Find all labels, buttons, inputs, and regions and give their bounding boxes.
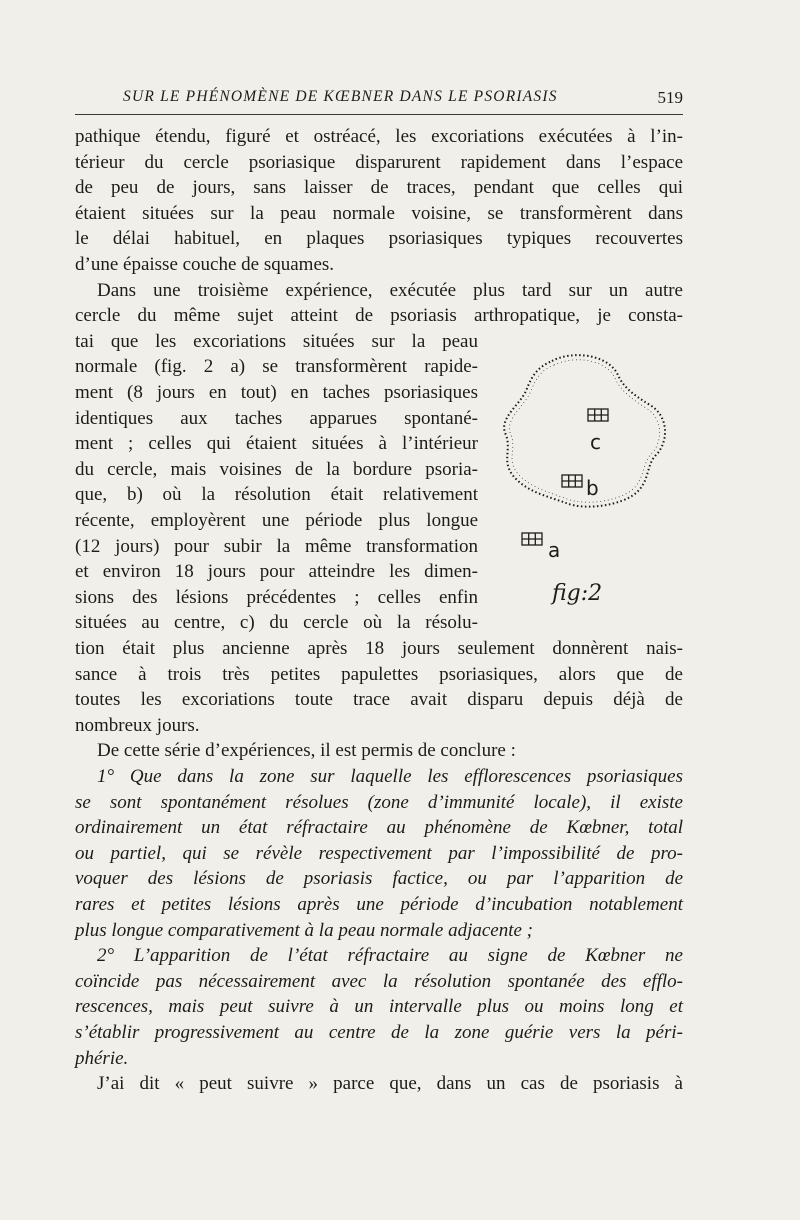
text-line: tion était plus ancienne après 18 jours seulement donnèrent nais- — [75, 638, 683, 659]
figure-label-a: a — [548, 538, 561, 562]
header-rule — [75, 114, 683, 115]
text-line: sance à trois très petites papulettes psoriasiques, alors que de — [75, 664, 683, 685]
figure-2 — [490, 343, 680, 613]
text-line: (12 jours) pour subir la même transformation — [75, 536, 478, 557]
figure-label-b: b — [586, 476, 599, 500]
page-header — [75, 88, 683, 110]
text-line: voquer des lésions de psoriasis factice, ou par l’apparition de — [75, 868, 683, 889]
text-line: situées au centre, c) du cercle où la résolu- — [75, 612, 478, 633]
figure-2-drawing — [490, 343, 680, 613]
text-line: et environ 18 jours pour atteindre les dimen- — [75, 561, 478, 582]
psoriasis-circle-outline — [509, 360, 659, 502]
text-line: se sont spontanément résolues (zone d’immunité locale), il existe — [75, 792, 683, 813]
text-line: normale (fig. 2 a) se transformèrent rapide- — [75, 356, 478, 377]
text-line: sions des lésions précédentes ; celles enfin — [75, 587, 478, 608]
text-line: cercle du même sujet atteint de psoriasis arthropatique, je consta- — [75, 305, 683, 326]
psoriasis-circle — [504, 355, 665, 507]
text-line: ment (8 jours en tout) en taches psoriasiques — [75, 382, 478, 403]
excoriation-mark-b — [562, 475, 582, 487]
text-line: d’une épaisse couche de squames. — [75, 254, 335, 275]
excoriation-mark-a — [522, 533, 542, 545]
text-line: térieur du cercle psoriasique disparurent rapidement dans l’espace — [75, 152, 683, 173]
text-line: phérie. — [75, 1048, 129, 1069]
text-line: ou partiel, qui se révèle respectivement par l’impossibilité de pro- — [75, 843, 683, 864]
text-line: le délai habituel, en plaques psoriasiques typiques recouvertes — [75, 228, 683, 249]
text-line: plus longue comparativement à la peau normale adjacente ; — [75, 920, 534, 941]
figure-caption: fig:2 — [552, 581, 603, 606]
text-line: du cercle, mais voisines de la bordure psoria- — [75, 459, 478, 480]
text-line: s’établir progressivement au centre de la zone guérie vers la péri- — [75, 1022, 683, 1043]
text-line: de peu de jours, sans laisser de traces, pendant que celles qui — [75, 177, 683, 198]
excoriation-mark-c-area — [588, 409, 608, 421]
text-line: Dans une troisième expérience, exécutée plus tard sur un autre — [97, 280, 683, 301]
text-line: rares et petites lésions après une période d’incubation notablement — [75, 894, 683, 915]
text-line: De cette série d’expériences, il est permis de conclure : — [97, 740, 516, 761]
figure-label-c: c — [590, 430, 601, 454]
text-line: identiques aux taches apparues spontané- — [75, 408, 478, 429]
text-line: ordinairement un état réfractaire au phénomène de Kœbner, total — [75, 817, 683, 838]
text-line: que, b) où la résolution était relativement — [75, 484, 478, 505]
text-line: toutes les excoriations toute trace avait disparu depuis déjà de — [75, 689, 683, 710]
page-number: 519 — [657, 88, 683, 107]
text-line: J’ai dit « peut suivre » parce que, dans un cas de psoriasis à — [97, 1073, 683, 1094]
text-line: étaient situées sur la peau normale voisine, se transformèrent dans — [75, 203, 683, 224]
text-line: nombreux jours. — [75, 715, 200, 736]
running-title: SUR LE PHÉNOMÈNE DE KŒBNER DANS LE PSORIASIS — [123, 88, 558, 105]
text-line: 1° Que dans la zone sur laquelle les efflorescences psoriasiques — [97, 766, 683, 787]
text-line: coïncide pas nécessairement avec la résolution spontanée des efflo- — [75, 971, 683, 992]
text-line: rescences, mais peut suivre à un intervalle plus ou moins long et — [75, 996, 683, 1017]
text-line: pathique étendu, figuré et ostréacé, les excoriations exécutées à l’in- — [75, 126, 683, 147]
text-line: ment ; celles qui étaient situées à l’intérieur — [75, 433, 478, 454]
text-line: tai que les excoriations situées sur la peau — [75, 331, 478, 352]
text-line: 2° L’apparition de l’état réfractaire au signe de Kœbner ne — [97, 945, 683, 966]
text-line: récente, employèrent une période plus longue — [75, 510, 478, 531]
